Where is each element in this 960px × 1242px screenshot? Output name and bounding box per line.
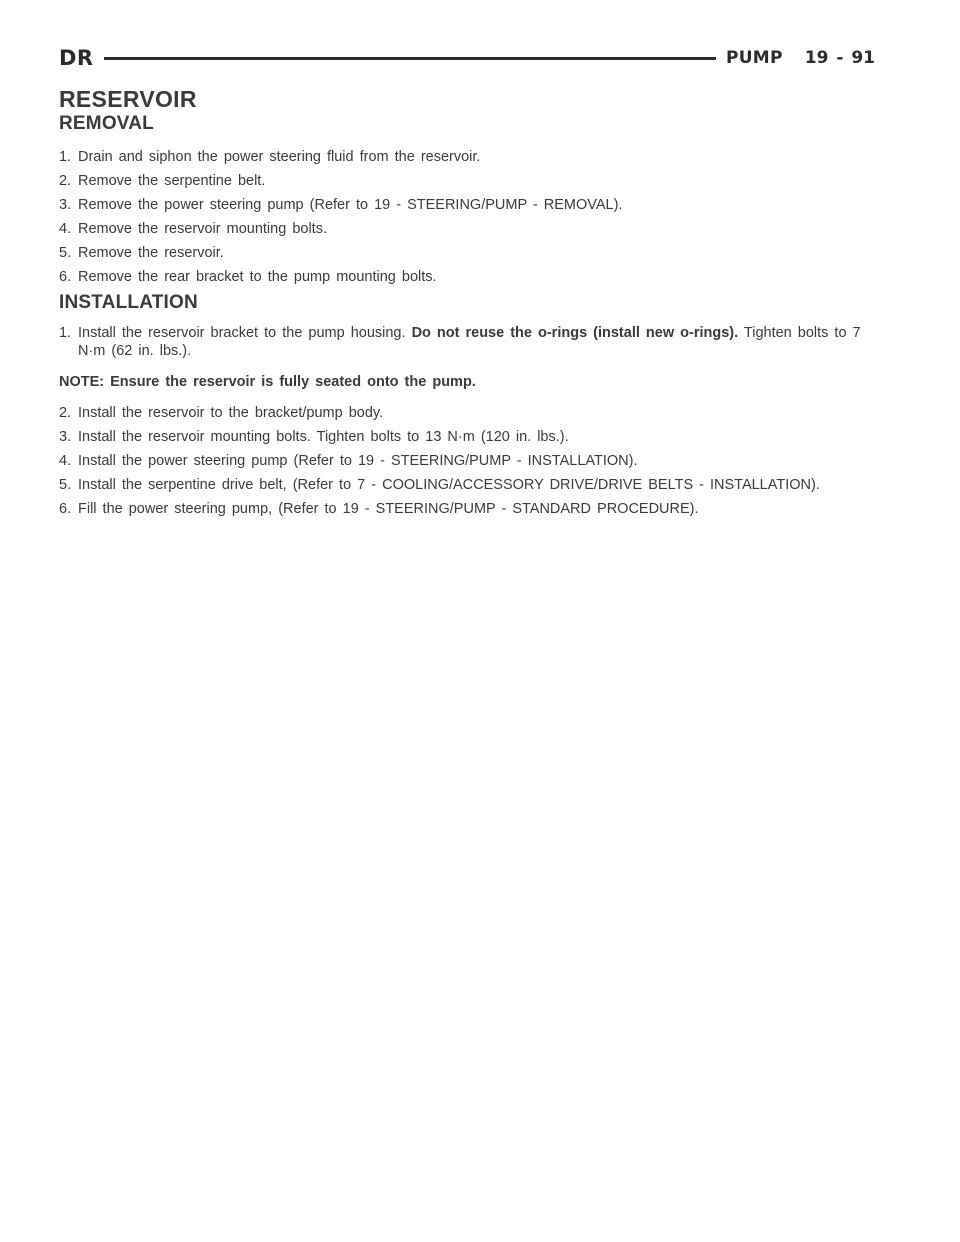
list-item	[59, 324, 879, 360]
step-text: Tighten bolts to 7 N·m (62 in. lbs.).	[78, 325, 861, 359]
step-number: 1.	[59, 325, 72, 341]
page-title: RESERVOIR	[59, 86, 197, 112]
list-item	[59, 220, 879, 238]
step-text: Install the serpentine drive belt, (Refer to 7 - COOLING/ACCESSORY DRIVE/DRIVE BELTS - INSTALLATION).	[78, 477, 820, 493]
installation-step-1-list	[59, 324, 879, 360]
step-number: 3.	[59, 197, 72, 213]
removal-heading: REMOVAL	[59, 113, 154, 134]
step-number: 2.	[59, 173, 72, 189]
header-section-name: PUMP	[725, 48, 783, 68]
step-number: 6.	[59, 269, 72, 285]
step-text: Fill the power steering pump, (Refer to 19 - STEERING/PUMP - STANDARD PROCEDURE).	[78, 501, 699, 517]
step-number: 3.	[59, 429, 72, 445]
step-text: Install the reservoir mounting bolts. Tighten bolts to 13 N·m (120 in. lbs.).	[78, 429, 569, 445]
step-number: 5.	[59, 245, 72, 261]
page-content	[59, 86, 879, 524]
list-item	[59, 476, 879, 494]
step-number: 4.	[59, 221, 72, 237]
list-item	[59, 452, 879, 470]
removal-steps	[59, 148, 879, 286]
list-item	[59, 428, 879, 446]
list-item	[59, 500, 879, 518]
list-item	[59, 148, 879, 166]
step-text: Remove the serpentine belt.	[78, 173, 266, 189]
list-item	[59, 244, 879, 262]
step-number: 5.	[59, 477, 72, 493]
header-rule	[104, 57, 716, 60]
step-text: Remove the power steering pump (Refer to 19 - STEERING/PUMP - REMOVAL).	[78, 197, 623, 213]
warning-text: Do not reuse the o-rings (install new o-rings).	[411, 325, 739, 341]
list-item	[59, 196, 879, 214]
header-page-number: 19 - 91	[804, 48, 875, 68]
step-number: 6.	[59, 501, 72, 517]
step-text: Install the reservoir to the bracket/pump body.	[78, 405, 384, 421]
step-text: Install the power steering pump (Refer to 19 - STEERING/PUMP - INSTALLATION).	[78, 453, 638, 469]
list-item	[59, 268, 879, 286]
step-number: 2.	[59, 405, 72, 421]
step-number: 1.	[59, 149, 72, 165]
installation-note: NOTE: Ensure the reservoir is fully seated onto the pump.	[59, 374, 476, 390]
step-text: Remove the reservoir.	[78, 245, 224, 261]
list-item	[59, 172, 879, 190]
page-header	[59, 44, 875, 72]
list-item	[59, 404, 879, 422]
header-model-code: DR	[59, 46, 94, 70]
step-text: Remove the rear bracket to the pump mounting bolts.	[78, 269, 437, 285]
step-text: Remove the reservoir mounting bolts.	[78, 221, 327, 237]
step-text: Drain and siphon the power steering fluid from the reservoir.	[78, 149, 481, 165]
installation-steps	[59, 404, 879, 518]
step-text: Install the reservoir bracket to the pump housing.	[78, 325, 412, 341]
step-number: 4.	[59, 453, 72, 469]
installation-heading: INSTALLATION	[59, 292, 198, 313]
